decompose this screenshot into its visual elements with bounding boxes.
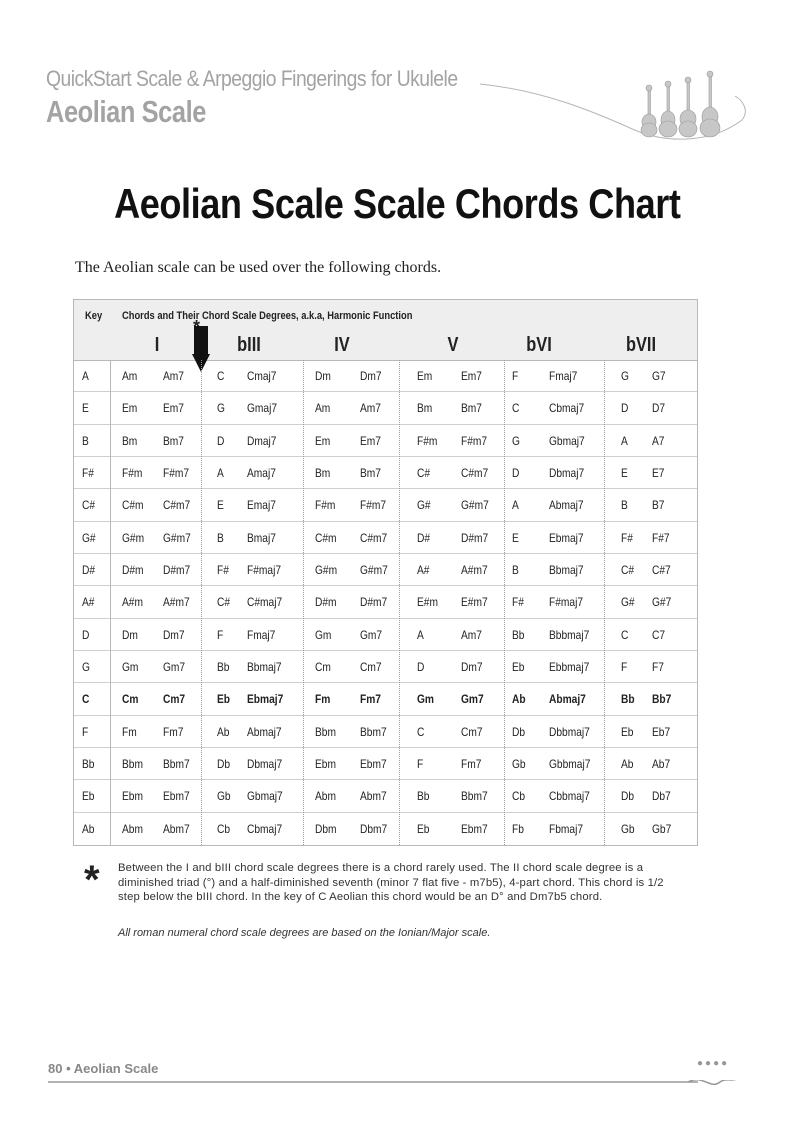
chord-cell: Gm bbox=[315, 627, 332, 642]
chord-cell: Dm7 bbox=[461, 660, 483, 674]
chord-cell: Fm7 bbox=[461, 757, 482, 771]
key-column-label: Key bbox=[85, 310, 103, 322]
key-cell: Bb bbox=[82, 757, 95, 771]
chord-cell: Db7 bbox=[652, 789, 671, 804]
chord-cell: Ebbmaj7 bbox=[549, 660, 590, 674]
chord-cell: G bbox=[217, 401, 225, 416]
chord-cell: Fm7 bbox=[360, 692, 381, 707]
chord-cell: Bm7 bbox=[163, 433, 184, 448]
chord-cell: Cm bbox=[122, 692, 139, 707]
chord-cell: F#m7 bbox=[163, 466, 190, 480]
key-cell: G# bbox=[82, 530, 96, 545]
chord-cell: Am7 bbox=[163, 369, 184, 383]
footnote-text: All roman numeral chord scale degrees are based on the Ionian/Major scale. bbox=[118, 927, 491, 939]
chord-cell: Cbmaj7 bbox=[549, 401, 585, 416]
chord-cell: F bbox=[621, 660, 628, 674]
chord-cell: Eb bbox=[417, 821, 430, 836]
chord-cell: Gbmaj7 bbox=[549, 433, 585, 448]
chord-cell: Fmaj7 bbox=[549, 369, 578, 383]
chord-cell: Cm bbox=[315, 660, 331, 674]
chord-cell: Bb bbox=[512, 627, 525, 642]
chord-cell: F#m bbox=[315, 498, 336, 513]
key-cell: B bbox=[82, 433, 89, 448]
chord-cell: F#maj7 bbox=[549, 595, 584, 610]
chord-cell: G#m7 bbox=[461, 498, 489, 513]
chord-cell: G#m bbox=[122, 530, 145, 545]
chord-cell: Dm bbox=[122, 627, 138, 642]
column-separator bbox=[110, 360, 111, 845]
series-title: QuickStart Scale & Arpeggio Fingerings for Ukulele bbox=[46, 66, 458, 91]
chord-cell: Ab bbox=[621, 757, 634, 771]
chord-cell: Bmaj7 bbox=[247, 530, 276, 545]
chord-cell: Am bbox=[315, 401, 331, 416]
column-separator bbox=[303, 360, 304, 845]
footer-dots: ●●●● bbox=[697, 1058, 730, 1069]
chord-cell: Ebm7 bbox=[461, 821, 488, 836]
degree-label: V bbox=[447, 334, 459, 356]
chord-cell: Em bbox=[315, 433, 331, 448]
chord-cell: Bbmaj7 bbox=[247, 660, 282, 674]
asterisk-note-icon: * bbox=[84, 858, 100, 902]
scale-chords-table bbox=[73, 299, 698, 846]
chord-cell: Bbm7 bbox=[461, 789, 488, 804]
wave-line-icon bbox=[48, 1080, 748, 1110]
chord-cell: A7 bbox=[652, 433, 665, 448]
chord-cell: C bbox=[217, 369, 225, 383]
chord-cell: Fm bbox=[122, 724, 137, 739]
chord-cell: Dm7 bbox=[163, 627, 185, 642]
chord-cell: G# bbox=[417, 498, 431, 513]
chord-cell: Bm bbox=[315, 466, 331, 480]
chord-cell: Ebm bbox=[122, 789, 143, 804]
chord-cell: A# bbox=[417, 563, 430, 577]
section-title: Aeolian Scale bbox=[46, 94, 206, 129]
chord-cell: Bm7 bbox=[461, 401, 482, 416]
chord-cell: C7 bbox=[652, 627, 666, 642]
key-cell: G bbox=[82, 660, 90, 674]
chord-cell: Gm bbox=[417, 692, 435, 707]
chord-cell: G#m7 bbox=[163, 530, 191, 545]
chord-cell: Bbmaj7 bbox=[549, 563, 584, 577]
ukulele-header-decoration bbox=[480, 60, 750, 150]
chord-cell: Dm7 bbox=[360, 369, 382, 383]
chord-cell: D bbox=[621, 401, 629, 416]
key-cell: A bbox=[82, 369, 89, 383]
chord-cell: F# bbox=[217, 563, 229, 577]
chord-cell: Dmaj7 bbox=[247, 433, 277, 448]
chord-cell: Abm bbox=[315, 789, 336, 804]
chord-cell: D7 bbox=[652, 401, 666, 416]
chord-cell: Ebm bbox=[315, 757, 336, 771]
key-cell: D# bbox=[82, 563, 96, 577]
chord-cell: Cbmaj7 bbox=[247, 821, 283, 836]
key-cell: F# bbox=[82, 466, 94, 480]
chord-cell: Gb bbox=[217, 789, 231, 804]
chord-cell: Eb bbox=[217, 692, 231, 707]
chord-cell: D#m7 bbox=[461, 530, 489, 545]
degree-label: I bbox=[154, 334, 160, 356]
chord-cell: Bb7 bbox=[652, 692, 672, 707]
chord-cell: C#m7 bbox=[360, 530, 388, 545]
chord-cell: Gm7 bbox=[461, 692, 484, 707]
chord-cell: Bm bbox=[122, 433, 138, 448]
chord-cell: Gb bbox=[621, 821, 635, 836]
chord-cell: Bbm bbox=[122, 757, 143, 771]
chord-cell: C#7 bbox=[652, 563, 671, 577]
key-cell: C bbox=[82, 692, 90, 707]
degree-label: bIII bbox=[237, 334, 261, 356]
chord-cell: D bbox=[217, 433, 225, 448]
chord-cell: C# bbox=[621, 563, 635, 577]
chord-cell: Bbm bbox=[315, 724, 336, 739]
chord-cell: Cb bbox=[512, 789, 526, 804]
chord-cell: C bbox=[417, 724, 425, 739]
chord-cell: Gmaj7 bbox=[247, 401, 278, 416]
chord-cell: Bbm7 bbox=[163, 757, 190, 771]
chord-cell: Cm7 bbox=[461, 724, 483, 739]
chord-cell: B bbox=[621, 498, 628, 513]
page-title: Aeolian Scale Scale Chords Chart bbox=[113, 180, 681, 227]
chord-cell: C# bbox=[217, 595, 231, 610]
chord-cell: C bbox=[512, 401, 520, 416]
chord-cell: Em bbox=[417, 369, 433, 383]
chord-cell: Gm7 bbox=[163, 660, 186, 674]
footer-separator: • bbox=[66, 1061, 71, 1076]
chord-cell: A#m7 bbox=[163, 595, 190, 610]
chord-cell: Abmaj7 bbox=[549, 498, 584, 513]
chord-cell: E bbox=[621, 466, 628, 480]
chord-cell: Fmaj7 bbox=[247, 627, 276, 642]
chord-cell: Dm bbox=[315, 369, 331, 383]
chord-cell: F#m bbox=[417, 433, 438, 448]
chord-cell: Cb bbox=[217, 821, 231, 836]
chords-column-label: Chords and Their Chord Scale Degrees, a.k.a, Harmonic Function bbox=[122, 310, 413, 322]
chord-cell: Cm7 bbox=[360, 660, 382, 674]
chord-cell: D bbox=[512, 466, 520, 480]
chord-cell: G# bbox=[621, 595, 635, 610]
chord-cell: Bm7 bbox=[360, 466, 381, 480]
chord-cell: F# bbox=[512, 595, 524, 610]
chord-cell: Am7 bbox=[360, 401, 381, 416]
chord-cell: Ebmaj7 bbox=[247, 692, 284, 707]
chord-cell: Bb bbox=[621, 692, 635, 707]
chord-cell: F#m7 bbox=[461, 433, 488, 448]
chord-cell: Abm bbox=[122, 821, 143, 836]
chord-cell: F bbox=[417, 757, 424, 771]
key-cell: E bbox=[82, 401, 89, 416]
chord-cell: C#m7 bbox=[163, 498, 191, 513]
chord-cell: A bbox=[217, 466, 224, 480]
column-separator bbox=[604, 360, 605, 845]
chord-cell: Bb bbox=[217, 660, 230, 674]
chord-cell: Emaj7 bbox=[247, 498, 276, 513]
column-separator bbox=[201, 360, 202, 845]
chord-cell: G bbox=[621, 369, 629, 383]
chord-cell: D# bbox=[417, 530, 431, 545]
chord-cell: Gb7 bbox=[652, 821, 672, 836]
key-cell: C# bbox=[82, 498, 96, 513]
degree-label: bVI bbox=[526, 334, 552, 356]
page-number: 80 bbox=[48, 1061, 63, 1076]
chord-cell: F#m bbox=[122, 466, 143, 480]
chord-cell: Eb7 bbox=[652, 724, 671, 739]
chord-cell: D#m bbox=[315, 595, 337, 610]
chord-cell: G#7 bbox=[652, 595, 672, 610]
chord-cell: Db bbox=[217, 757, 231, 771]
chord-cell: Em7 bbox=[461, 369, 482, 383]
chord-cell: Dbm7 bbox=[360, 821, 388, 836]
chord-cell: F bbox=[217, 627, 224, 642]
column-separator bbox=[504, 360, 505, 845]
chord-cell: Ab bbox=[512, 692, 526, 707]
chord-cell: Fm7 bbox=[163, 724, 184, 739]
chord-cell: Abmaj7 bbox=[549, 692, 586, 707]
chord-cell: E#m bbox=[417, 595, 438, 610]
chord-cell: Fbmaj7 bbox=[549, 821, 584, 836]
ukulele-icon bbox=[641, 71, 720, 137]
degree-label: bVII bbox=[625, 334, 657, 356]
chord-cell: Em7 bbox=[360, 433, 381, 448]
chord-cell: G#m bbox=[315, 563, 338, 577]
chord-cell: C# bbox=[417, 466, 431, 480]
chord-cell: Ebm7 bbox=[163, 789, 190, 804]
chord-cell: A#m bbox=[122, 595, 143, 610]
table-header bbox=[74, 300, 697, 361]
chord-cell: A#m7 bbox=[461, 563, 488, 577]
chord-cell: Db bbox=[512, 724, 526, 739]
chord-cell: A bbox=[512, 498, 519, 513]
key-cell: A# bbox=[82, 595, 95, 610]
page-footer bbox=[48, 1061, 158, 1076]
chord-cell: Fb bbox=[512, 821, 524, 836]
chord-cell: A bbox=[417, 627, 424, 642]
chord-cell: D#m7 bbox=[163, 563, 191, 577]
intro-text: The Aeolian scale can be used over the following chords. bbox=[75, 259, 442, 276]
chord-cell: D bbox=[417, 660, 425, 674]
column-separator bbox=[399, 360, 400, 845]
chord-cell: B7 bbox=[652, 498, 665, 513]
chord-cell: Ab7 bbox=[652, 757, 671, 771]
chord-cell: Abmaj7 bbox=[247, 724, 282, 739]
chord-cell: Cbbmaj7 bbox=[549, 789, 590, 804]
chord-cell: E bbox=[512, 530, 519, 545]
chord-cell: Cm7 bbox=[163, 692, 186, 707]
chord-cell: Ebmaj7 bbox=[549, 530, 584, 545]
footer-section: Aeolian Scale bbox=[73, 1061, 159, 1076]
key-cell: Ab bbox=[82, 821, 95, 836]
degree-label: IV bbox=[334, 334, 350, 356]
chord-cell: Gbbmaj7 bbox=[549, 757, 591, 771]
chord-cell: Amaj7 bbox=[247, 466, 276, 480]
chord-cell: Bbbmaj7 bbox=[549, 627, 590, 642]
chord-cell: C#maj7 bbox=[247, 595, 283, 610]
key-cell: F bbox=[82, 724, 89, 739]
chord-cell: Abm7 bbox=[360, 789, 387, 804]
chord-cell: Dbm bbox=[315, 821, 337, 836]
chord-cell: Abm7 bbox=[163, 821, 190, 836]
chord-cell: F# bbox=[621, 530, 633, 545]
chord-cell: Cmaj7 bbox=[247, 369, 277, 383]
chord-cell: Ab bbox=[217, 724, 230, 739]
chord-cell: Ebm7 bbox=[360, 757, 387, 771]
chord-cell: Em bbox=[122, 401, 138, 416]
chord-cell: Gm bbox=[122, 660, 139, 674]
chord-cell: F#7 bbox=[652, 530, 670, 545]
chord-cell: Am7 bbox=[461, 627, 482, 642]
chord-cell: Eb bbox=[512, 660, 525, 674]
chord-cell: B bbox=[512, 563, 519, 577]
chord-cell: Bb bbox=[417, 789, 430, 804]
chord-cell: Dbbmaj7 bbox=[549, 724, 590, 739]
chord-cell: G#m7 bbox=[360, 563, 388, 577]
chord-cell: C#m bbox=[122, 498, 144, 513]
chord-cell: C#m7 bbox=[461, 466, 489, 480]
chord-cell: Bbm7 bbox=[360, 724, 387, 739]
chord-cell: B bbox=[217, 530, 224, 545]
chord-cell: Am bbox=[122, 369, 138, 383]
chord-cell: A bbox=[621, 433, 628, 448]
chord-cell: Eb bbox=[621, 724, 634, 739]
key-cell: D bbox=[82, 627, 90, 642]
chord-cell: Db bbox=[621, 789, 635, 804]
chord-cell: Gm7 bbox=[360, 627, 383, 642]
chord-cell: F bbox=[512, 369, 519, 383]
chord-cell: D#m bbox=[122, 563, 144, 577]
chord-cell: Em7 bbox=[163, 401, 184, 416]
chord-cell: G7 bbox=[652, 369, 666, 383]
chord-cell: F7 bbox=[652, 660, 664, 674]
chord-cell: E7 bbox=[652, 466, 665, 480]
chord-cell: Dbmaj7 bbox=[549, 466, 585, 480]
chord-cell: Dbmaj7 bbox=[247, 757, 283, 771]
key-cell: Eb bbox=[82, 789, 95, 804]
chord-cell: E bbox=[217, 498, 224, 513]
chord-cell: Fm bbox=[315, 692, 331, 707]
chord-cell: E#m7 bbox=[461, 595, 488, 610]
chord-cell: F#maj7 bbox=[247, 563, 282, 577]
chord-cell: G bbox=[512, 433, 520, 448]
note-text: Between the I and bIII chord scale degrees there is a chord rarely used. The II chord scale degree is a diminished triad (°) and a half-diminished seventh (minor 7 flat five - m7b5), 4-part chord. This chord is 1/2 step below the bIII chord. In the key of C Aeolian this chord would be an D° and Dm7b5 chord. bbox=[118, 862, 664, 903]
chord-cell: C bbox=[621, 627, 629, 642]
chord-cell: Bm bbox=[417, 401, 433, 416]
chord-cell: F#m7 bbox=[360, 498, 387, 513]
chord-cell: Gbmaj7 bbox=[247, 789, 283, 804]
chord-cell: D#m7 bbox=[360, 595, 388, 610]
chord-cell: Gb bbox=[512, 757, 526, 771]
chord-cell: C#m bbox=[315, 530, 337, 545]
